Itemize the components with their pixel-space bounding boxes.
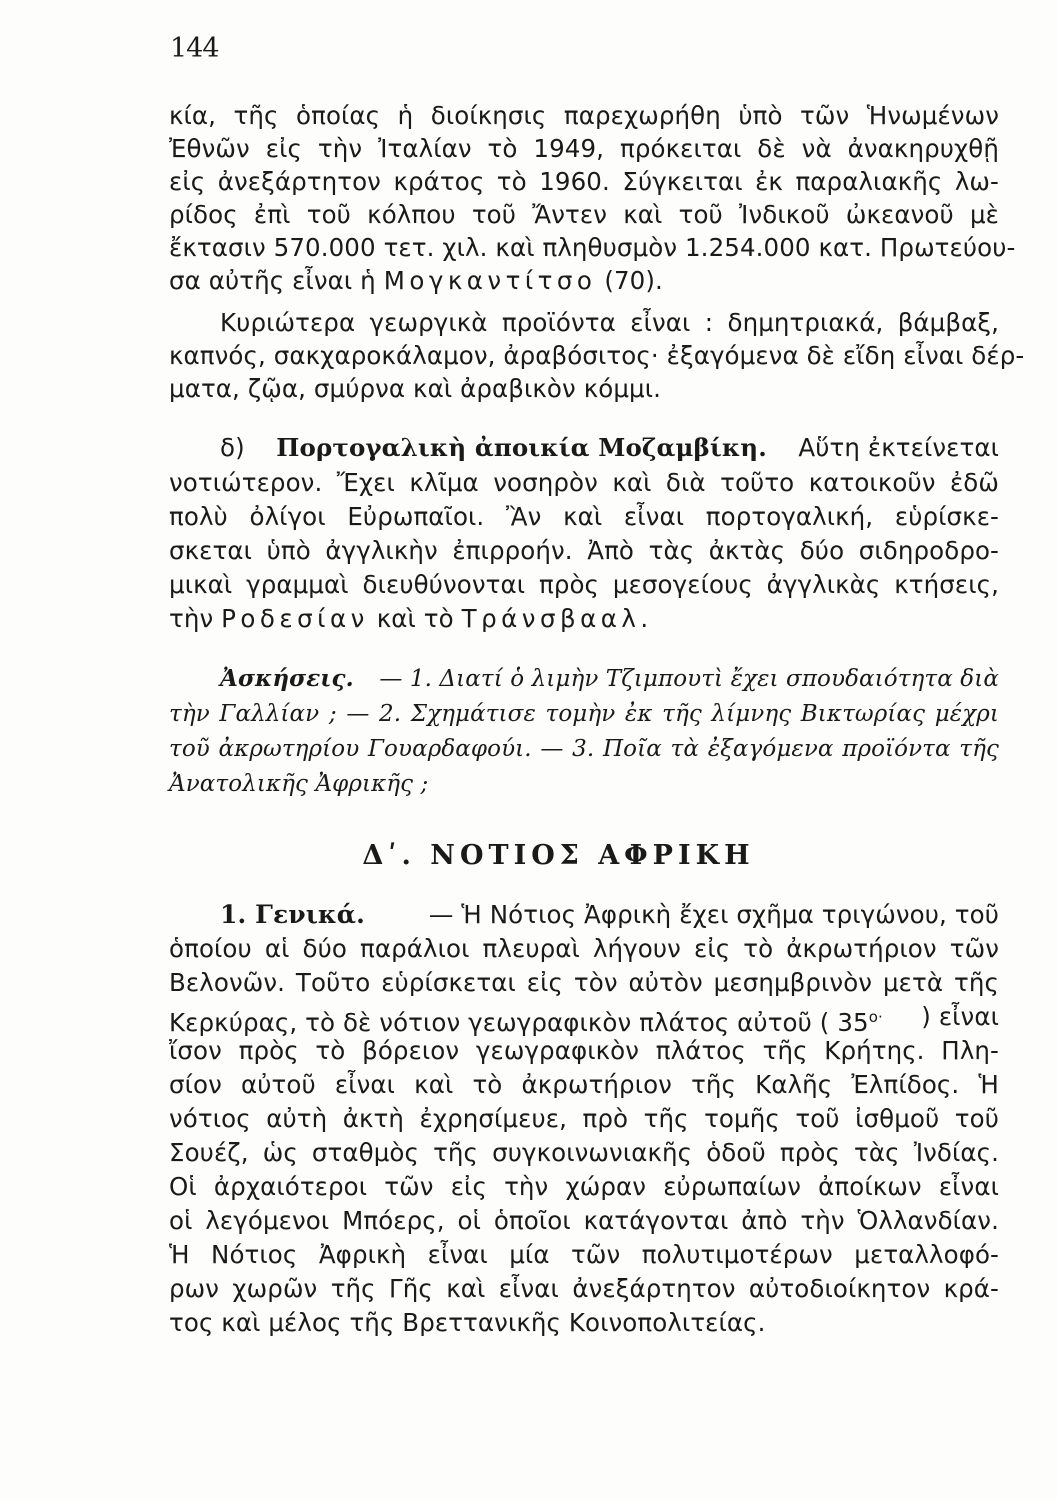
text-line [220,900,999,930]
text-line: Ἐθνῶν εἰς τὴν Ἰταλίαν τὸ 1949, πρόκειται δὲ νὰ ἀνακηρυχθῇ [169,134,999,163]
text-line [169,1002,999,1038]
text-fragment: σα αὐτῆς εἶναι ἡ [169,266,376,295]
section-title: Πορτογαλικὴ ἀποικία Μοζαμβίκη. [276,433,767,462]
text-line: νότιος αὐτὴ ἀκτὴ ἐχρησίμευε, πρὸ τῆς τομῆς τοῦ ἰσθμοῦ τοῦ [169,1104,999,1133]
text-line: εἰς ἀνεξάρτητον κράτος τὸ 1960. Σύγκειται ἐκ παραλιακῆς λω- [169,167,999,196]
text-line: Βελονῶν. Τοῦτο εὑρίσκεται εἰς τὸν αὐτὸν μεσημβρινὸν μετὰ τῆς [169,968,999,997]
text-line: τος καὶ μέλος τῆς Βρεττανικῆς Κοινοπολιτείας. [169,1308,766,1337]
text-line: σίον αὐτοῦ εἶναι καὶ τὸ ἀκρωτήριον τῆς Καλῆς Ἐλπίδος. Ἡ [169,1070,999,1099]
text-line: ρίδος ἐπὶ τοῦ κόλπου τοῦ Ἄντεν καὶ τοῦ Ἰνδικοῦ ὠκεανοῦ μὲ [169,200,999,229]
text-line [169,266,999,296]
text-line: μικαὶ γραμμαὶ διευθύνονται πρὸς μεσογείους ἀγγλικὰς κτήσεις, [169,570,999,599]
text-line: οἱ λεγόμενοι Μπόερς, οἱ ὁποῖοι κατάγονται ἀπὸ τὴν Ὁλλανδίαν. [169,1206,999,1235]
text-line [220,664,999,694]
text-line [169,604,999,634]
text-fragment: καὶ τὸ [376,604,454,633]
text-fragment: τὴν [169,604,214,633]
spaced-name: Τράνσβααλ. [461,604,653,633]
subsection-title: 1. Γενικά. [220,900,365,929]
text-line: ὁποίου αἱ δύο παράλιοι πλευραὶ λήγουν εἰς τὸ ἀκρωτήριον τῶν [169,934,999,963]
text-line: Ἀνατολικῆς Ἀφρικῆς ; [169,771,429,797]
text-line: Κυριώτερα γεωργικὰ προϊόντα εἶναι : δημητριακά, βάμβαξ, [220,308,999,337]
text-fragment [169,1002,883,1038]
text-fragment: (70). [604,266,663,295]
text-line: τοῦ ἀκρωτηρίου Γουαρδαφούι. — 3. Ποῖα τὰ ἐξαγόμενα προϊόντα τῆς [169,736,999,762]
section-marker: δ) [220,433,245,462]
text-line: σκεται ὑπὸ ἀγγλικὴν ἐπιρροήν. Ἀπὸ τὰς ἀκτὰς δύο σιδηροδρο- [169,536,999,565]
text-line: ἴσον πρὸς τὸ βόρειον γεωγραφικὸν πλάτος τῆς Κρήτης. Πλη- [169,1036,999,1065]
degree-symbol: ο· [868,1008,883,1026]
text-line: Σουέζ, ὡς σταθμὸς τῆς συγκοινωνιακῆς ὁδοῦ πρὸς τὰς Ἰνδίας. [169,1138,999,1167]
text-line: τὴν Γαλλίαν ; — 2. Σχημάτισε τομὴν ἐκ τῆς λίμνης Βικτωρίας μέχρι [169,701,999,727]
text-line: καπνός, σακχαροκάλαμον, ἀραβόσιτος· ἐξαγόμενα δὲ εἴδη εἶναι δέρ- [169,341,1025,370]
text-line: κία, τῆς ὁποίας ἡ διοίκησις παρεχωρήθη ὑπὸ τῶν Ἡνωμένων [169,101,999,130]
page-number: 144 [170,33,219,64]
text-fragment: — 1. Διατί ὁ λιμὴν Τζιμπουτὶ ἔχει σπουδαιότητα διὰ [379,666,999,692]
section-heading: Δʹ. ΝΟΤΙΟΣ ΑΦΡΙΚΗ [362,840,755,871]
spaced-name: Ροδεσίαν [221,604,369,633]
text-fragment: ) εἶναι [921,1002,999,1031]
text-line [220,433,999,463]
text-line: νοτιώτερον. Ἔχει κλῖμα νοσηρὸν καὶ διὰ τοῦτο κατοικοῦν ἐδῶ [169,468,999,497]
exercises-label: Ἀσκήσεις. [220,665,354,692]
text-line: Οἱ ἀρχαιότεροι τῶν εἰς τὴν χώραν εὐρωπαίων ἀποίκων εἶναι [169,1172,999,1201]
text-fragment: Αὕτη ἐκτείνεται [798,433,999,462]
text-line: ματα, ζῷα, σμύρνα καὶ ἀραβικὸν κόμμι. [169,374,661,403]
text-line: ἔκτασιν 570.000 τετ. χιλ. καὶ πληθυσμὸν 1.254.000 κατ. Πρωτεύου- [169,233,1016,262]
text-line: Ἡ Νότιος Ἀφρικὴ εἶναι μία τῶν πολυτιμοτέρων μεταλλοφό- [169,1240,999,1269]
text-fragment: Κερκύρας, τὸ δὲ νότιον γεωγραφικὸν πλάτος αὐτοῦ ( 35 [169,1008,869,1038]
text-line: πολὺ ὀλίγοι Εὐρωπαῖοι. Ἂν καὶ εἶναι πορτογαλική, εὑρίσκε- [169,502,999,531]
spaced-name: Μογκαντίτσο [383,266,597,295]
text-fragment: — Ἡ Νότιος Ἀφρικὴ ἔχει σχῆμα τριγώνου, τοῦ [428,900,999,929]
text-line: ρων χωρῶν τῆς Γῆς καὶ εἶναι ἀνεξάρτητον αὐτοδιοίκητον κρά- [169,1274,999,1303]
